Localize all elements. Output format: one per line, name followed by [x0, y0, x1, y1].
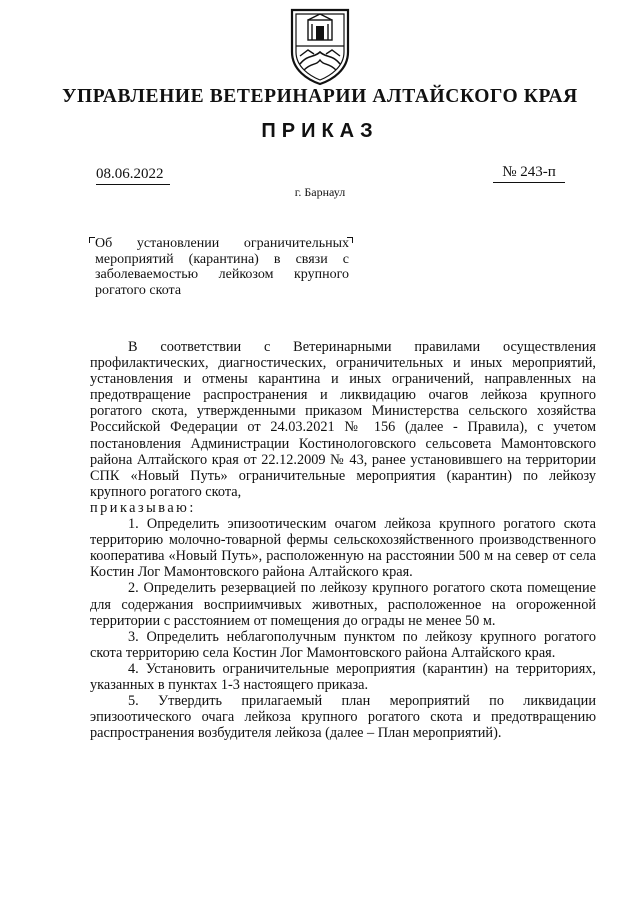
issue-city: г. Барнаул: [294, 185, 346, 199]
document-type-title: ПРИКАЗ: [261, 120, 379, 142]
order-word: [90, 500, 596, 516]
order-item: 2. Определить резервацией по лейкозу крупного рогатого скота помещение для содержания восприимчивых животных, расположенное на огороженной территории с расстоянием от помещения до ограды не менее 50 м.: [90, 580, 596, 629]
order-word-text: приказываю:: [90, 499, 196, 516]
organization-name: УПРАВЛЕНИЕ ВЕТЕРИНАРИИ АЛТАЙСКОГО КРАЯ: [62, 86, 578, 107]
order-item: 5. Утвердить прилагаемый план мероприятий по ликвидации эпизоотического очага лейкоза крупного рогатого скота и предотвращению распространения возбудителя лейкоза (далее – План мероприятий).: [90, 693, 596, 742]
order-item: 1. Определить эпизоотическим очагом лейкоза крупного рогатого скота территорию молочно-товарной фермы сельскохозяйственного производственного кооператива «Новый Путь», расположенную на расстоянии 500 м на север от села Костин Лог Мамонтовского района Алтайского края.: [90, 516, 596, 581]
order-date: 08.06.2022: [96, 166, 170, 185]
altai-krai-coat-of-arms-icon: [286, 6, 354, 86]
subject-left-bracket: [89, 237, 95, 243]
order-body: [90, 339, 596, 741]
subject-right-bracket: [347, 237, 353, 243]
preamble-paragraph: В соответствии с Ветеринарными правилами осуществления профилактических, диагностических, ограничительных и иных мероприятий, установления и отмены карантина и иных ограничений, направленных на предотвращение распространения и ликвидацию очагов лейкоза крупного рогатого скота, утвержденными приказом Министерства сельского хозяйства Российской Федерации от 24.03.2021 № 156 (далее - Правила), с учетом постановления Администрации Костинологовского сельсовета Мамонтовского района Алтайского края от 22.12.2009 № 43, ранее установившего на территории СПК «Новый Путь» ограничительные мероприятия (карантин) по лейкозу крупного рогатого скота,: [90, 339, 596, 500]
order-number: № 243-п: [493, 164, 565, 183]
order-item: 4. Установить ограничительные мероприятия (карантин) на территориях, указанных в пунктах 1-3 настоящего приказа.: [90, 660, 596, 693]
order-item: 3. Определить неблагополучным пунктом по лейкозу крупного рогатого скота территорию села Костин Лог Мамонтовского района Алтайского края.: [90, 628, 596, 661]
order-subject: [95, 236, 349, 298]
subject-text: Об установлении ограничительных мероприятий (карантина) в связи с заболеваемостью лейкозом крупного рогатого скота: [95, 236, 349, 298]
